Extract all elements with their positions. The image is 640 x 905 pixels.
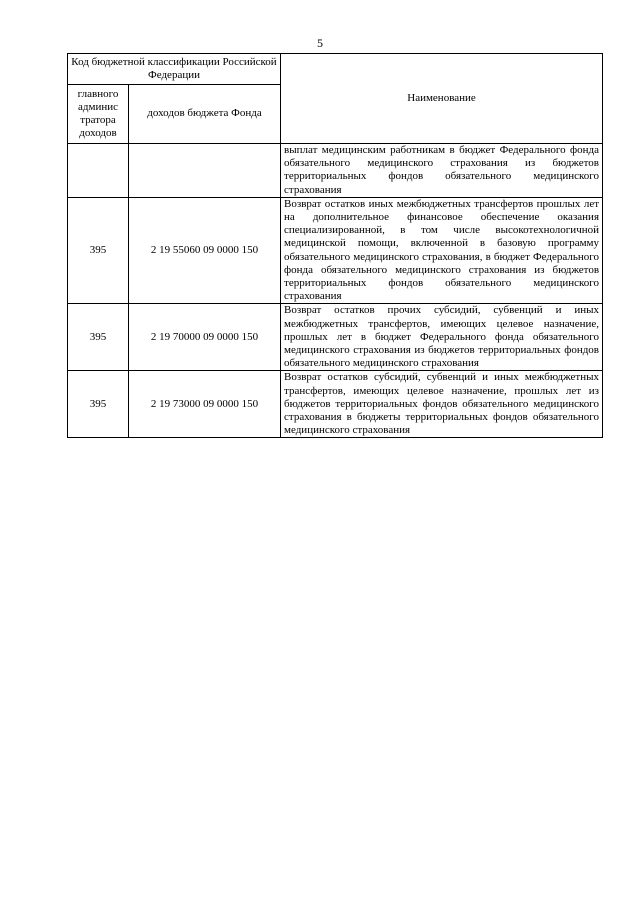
page-number: 5 <box>317 36 323 50</box>
income-code-cell: 2 19 70000 09 0000 150 <box>129 304 281 371</box>
income-code-cell: 2 19 73000 09 0000 150 <box>129 371 281 438</box>
header-income: доходов бюджета Фонда <box>129 85 281 144</box>
table-row <box>68 144 603 198</box>
header-admin: главного админис тратора доходов <box>68 85 129 144</box>
name-cell: Возврат остатков прочих субсидий, субвенций и иных межбюджетных трансфертов, имеющих целевое назначение, прошлых лет в бюджет Федерального фонда обязательного медицинского страхования из бюджетов территориальных фондов обязательного медицинского страхования <box>281 304 603 371</box>
income-code-cell <box>129 144 281 198</box>
income-code-cell: 2 19 55060 09 0000 150 <box>129 197 281 304</box>
table-row <box>68 197 603 304</box>
name-cell: выплат медицинским работникам в бюджет Федерального фонда обязательного медицинского страхования из бюджетов территориальных фондов обязательного медицинского страхования <box>281 144 603 198</box>
table-row <box>68 304 603 371</box>
name-cell: Возврат остатков иных межбюджетных трансфертов прошлых лет на дополнительное финансовое обеспечение оказания специализированной, в том числе высокотехнологичной медицинской помощи, включенной в базовую программу обязательного медицинского страхования, в бюджет Федерального фонда обязательного медицинского страхования из бюджетов территориальных фондов обязательного медицинского страхования <box>281 197 603 304</box>
table-header-row <box>68 54 603 85</box>
header-code-group: Код бюджетной классификации Российской Федерации <box>68 54 281 85</box>
admin-code-cell: 395 <box>68 197 129 304</box>
header-name: Наименование <box>281 54 603 144</box>
budget-classification-table <box>67 53 603 438</box>
name-cell: Возврат остатков субсидий, субвенций и иных межбюджетных трансфертов, имеющих целевое назначение, прошлых лет из бюджетов территориальных фондов обязательного медицинского страхования в бюджеты территориальных фондов обязательного медицинского страхования <box>281 371 603 438</box>
table-row <box>68 371 603 438</box>
admin-code-cell: 395 <box>68 304 129 371</box>
admin-code-cell <box>68 144 129 198</box>
admin-code-cell: 395 <box>68 371 129 438</box>
